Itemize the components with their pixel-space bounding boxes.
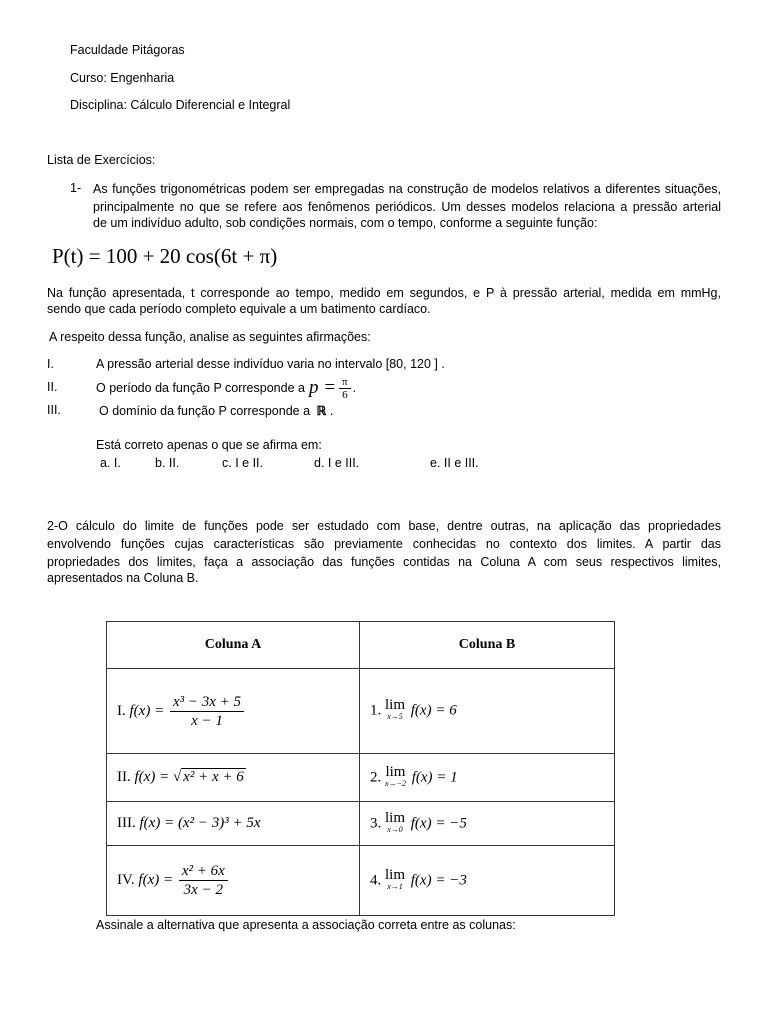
column-a-cell: I. f(x) = $\frac{\text{x³ − 3x + 5}}{x - 1}$ xyxy=(107,669,360,754)
option-d[interactable]: d. I e III. xyxy=(314,456,360,470)
real-numbers-symbol: ℝ xyxy=(316,404,327,418)
column-b-cell: 2. lim x→−2 f(x) = 1 xyxy=(360,754,615,802)
question-text-line: propriedades dos limites, faça a associação das funções contidas na Coluna A com seus respectivos limites, xyxy=(47,555,721,569)
column-b-cell: 3. lim x→0 f(x) = −5 xyxy=(360,802,615,846)
question-text-line: envolvendo funções cujas características são previamente conhecidas no contexto dos limites. A partir das xyxy=(47,537,721,551)
option-a[interactable]: a. I. xyxy=(100,456,121,470)
limit-operator: lim x→5 xyxy=(385,697,406,721)
statement-label: III. xyxy=(47,403,61,417)
question-text-line: 2-O cálculo do limite de funções pode ser estudado com base, dentre outras, na aplicação das propriedades xyxy=(47,519,721,533)
answer-prompt: Está correto apenas o que se afirma em: xyxy=(96,438,322,452)
question-number: 1- xyxy=(70,181,82,195)
limit-operator: lim x→1 xyxy=(385,866,406,891)
statement-text: A pressão arterial desse indivíduo varia no intervalo [80, 120 ] . xyxy=(96,357,445,371)
statement-label: II. xyxy=(47,380,58,394)
statement-text: O domínio da função P corresponde a xyxy=(99,404,311,418)
statement-text: O período da função P corresponde a xyxy=(96,381,305,395)
table-row xyxy=(107,669,615,754)
list-title: Lista de Exercícios: xyxy=(47,153,156,167)
option-b[interactable]: b. II. xyxy=(155,456,180,470)
table-row xyxy=(107,846,615,916)
sqrt-expression: √ x² + x + 6 xyxy=(172,769,244,785)
analyze-prompt: A respeito dessa função, analise as seguintes afirmações: xyxy=(49,330,371,344)
pressure-equation: P(t) = 100 + 20 cos(6t + π) xyxy=(52,244,278,268)
association-table xyxy=(106,621,615,916)
question-text-line: As funções trigonométricas podem ser empregadas na construção de modelos relativos a diferentes situações, xyxy=(93,182,721,196)
table-row xyxy=(107,754,615,802)
column-a-header: Coluna A xyxy=(107,622,360,669)
discipline-name: Disciplina: Cálculo Diferencial e Integral xyxy=(70,98,291,112)
final-prompt: Assinale a alternativa que apresenta a associação correta entre as colunas: xyxy=(96,918,516,932)
option-e[interactable]: e. II e III. xyxy=(430,456,479,470)
period-math: p = xyxy=(308,377,337,398)
limit-operator: lim x→−2 xyxy=(385,763,406,788)
question-text-line: apresentados na Coluna B. xyxy=(47,571,199,585)
statement-tail: . xyxy=(352,381,357,395)
question-text-line: principalmente no que se refere aos fenômenos periódicos. Um desses modelos relaciona a pressão arterial xyxy=(93,200,721,214)
context-text-line: Na função apresentada, t corresponde ao tempo, medido em segundos, e P à pressão arterial, medida em mmHg, xyxy=(47,286,721,300)
column-b-cell: 4. lim x→1 f(x) = −3 xyxy=(360,846,615,916)
institution-name: Faculdade Pitágoras xyxy=(70,43,185,57)
limit-operator: lim x→0 xyxy=(385,809,406,834)
context-text-line: sendo que cada período completo equivale a um batimento cardíaco. xyxy=(47,302,431,316)
course-name: Curso: Engenharia xyxy=(70,71,175,85)
column-a-cell: IV. f(x) = $\frac{\text{x² + 6x}}{3x - 2}$ xyxy=(107,846,360,916)
column-a-cell: II. f(x) = √ x² + x + 6 xyxy=(107,754,360,802)
question-text-line: de um indivíduo adulto, sob condições normais, com o tempo, conforme a seguinte função: xyxy=(93,216,598,230)
column-a-cell: III. f(x) = (x² − 3)³ + 5x xyxy=(107,802,360,846)
table-row xyxy=(107,802,615,846)
function-fraction: $\frac{\text{x³ − 3x + 5}}{x - 1}$ xyxy=(170,693,244,730)
statement-label: I. xyxy=(47,357,54,371)
pi-over-six-fraction: $\frac{\pi}{6}$ xyxy=(339,376,351,401)
statement-tail: . xyxy=(329,404,334,418)
column-b-cell: 1. lim x→5 f(x) = 6 xyxy=(360,669,615,754)
column-b-header: Coluna B xyxy=(360,622,615,669)
option-c[interactable]: c. I e II. xyxy=(222,456,263,470)
function-fraction: $\frac{\text{x² + 6x}}{3x - 2}$ xyxy=(179,862,228,899)
